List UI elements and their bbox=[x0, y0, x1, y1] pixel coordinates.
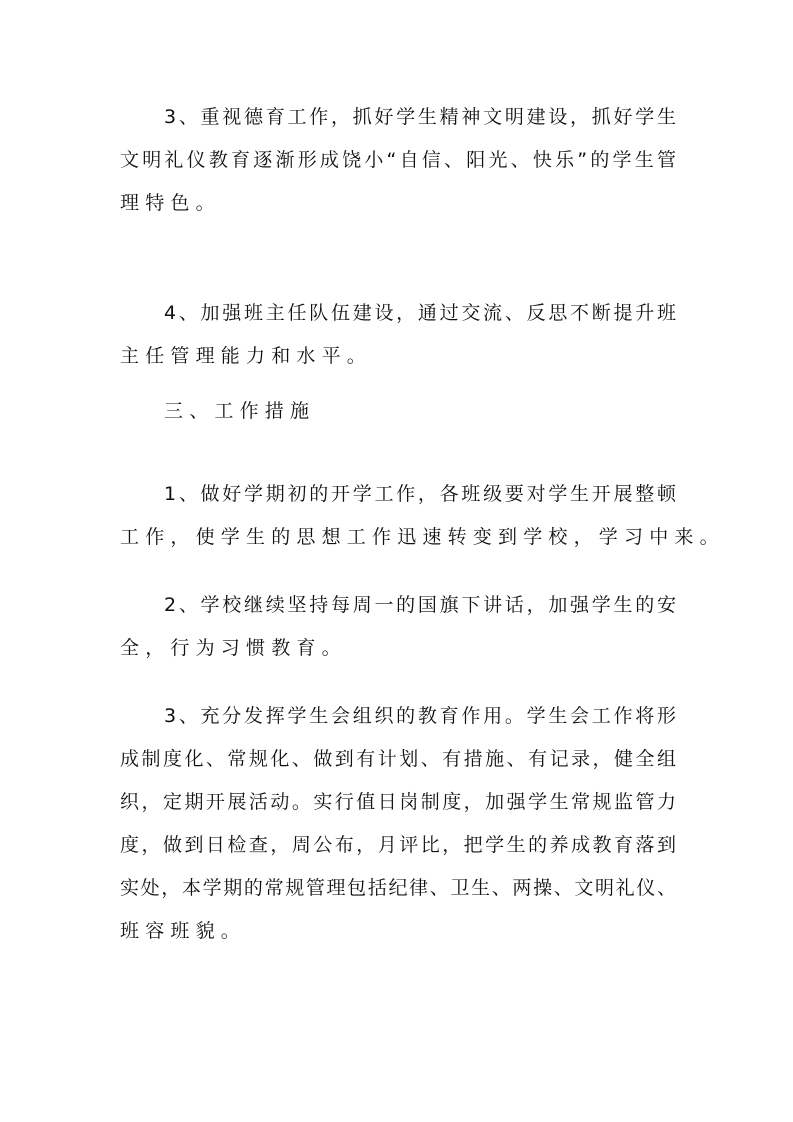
paragraph-line: 全，行为习惯教育。 bbox=[120, 637, 347, 659]
paragraph-line: 3、充分发挥学生会组织的教育作用。学生会工作将形 bbox=[164, 705, 676, 727]
paragraph-line: 工作，使学生的思想工作迅速转变到学校，学习中来。 bbox=[120, 526, 725, 548]
paragraph-line: 3、重视德育工作，抓好学生精神文明建设，抓好学生 bbox=[164, 106, 676, 128]
paragraph-line: 实处，本学期的常规管理包括纪律、卫生、两操、文明礼仪、 bbox=[120, 877, 676, 899]
paragraph-line: 4、加强班主任队伍建设，通过交流、反思不断提升班 bbox=[164, 302, 676, 324]
paragraph-line: 织，定期开展活动。实行值日岗制度，加强学生常规监管力 bbox=[120, 791, 676, 813]
paragraph-line: 2、学校继续坚持每周一的国旗下讲话，加强学生的安 bbox=[164, 594, 676, 616]
paragraph-line: 班容班貌。 bbox=[120, 920, 247, 942]
paragraph-line: 主任管理能力和水平。 bbox=[120, 345, 373, 367]
section-heading: 三、工作措施 bbox=[164, 400, 316, 422]
paragraph-line: 成制度化、常规化、做到有计划、有措施、有记录，健全组 bbox=[120, 748, 676, 770]
paragraph-line: 文明礼仪教育逐渐形成饶小“自信、阳光、快乐”的学生管 bbox=[120, 149, 676, 171]
paragraph-line: 度，做到日检查，周公布，月评比，把学生的养成教育落到 bbox=[120, 834, 676, 856]
paragraph-line: 1、做好学期初的开学工作，各班级要对学生开展整顿 bbox=[164, 483, 676, 505]
paragraph-line: 理特色。 bbox=[120, 192, 221, 214]
